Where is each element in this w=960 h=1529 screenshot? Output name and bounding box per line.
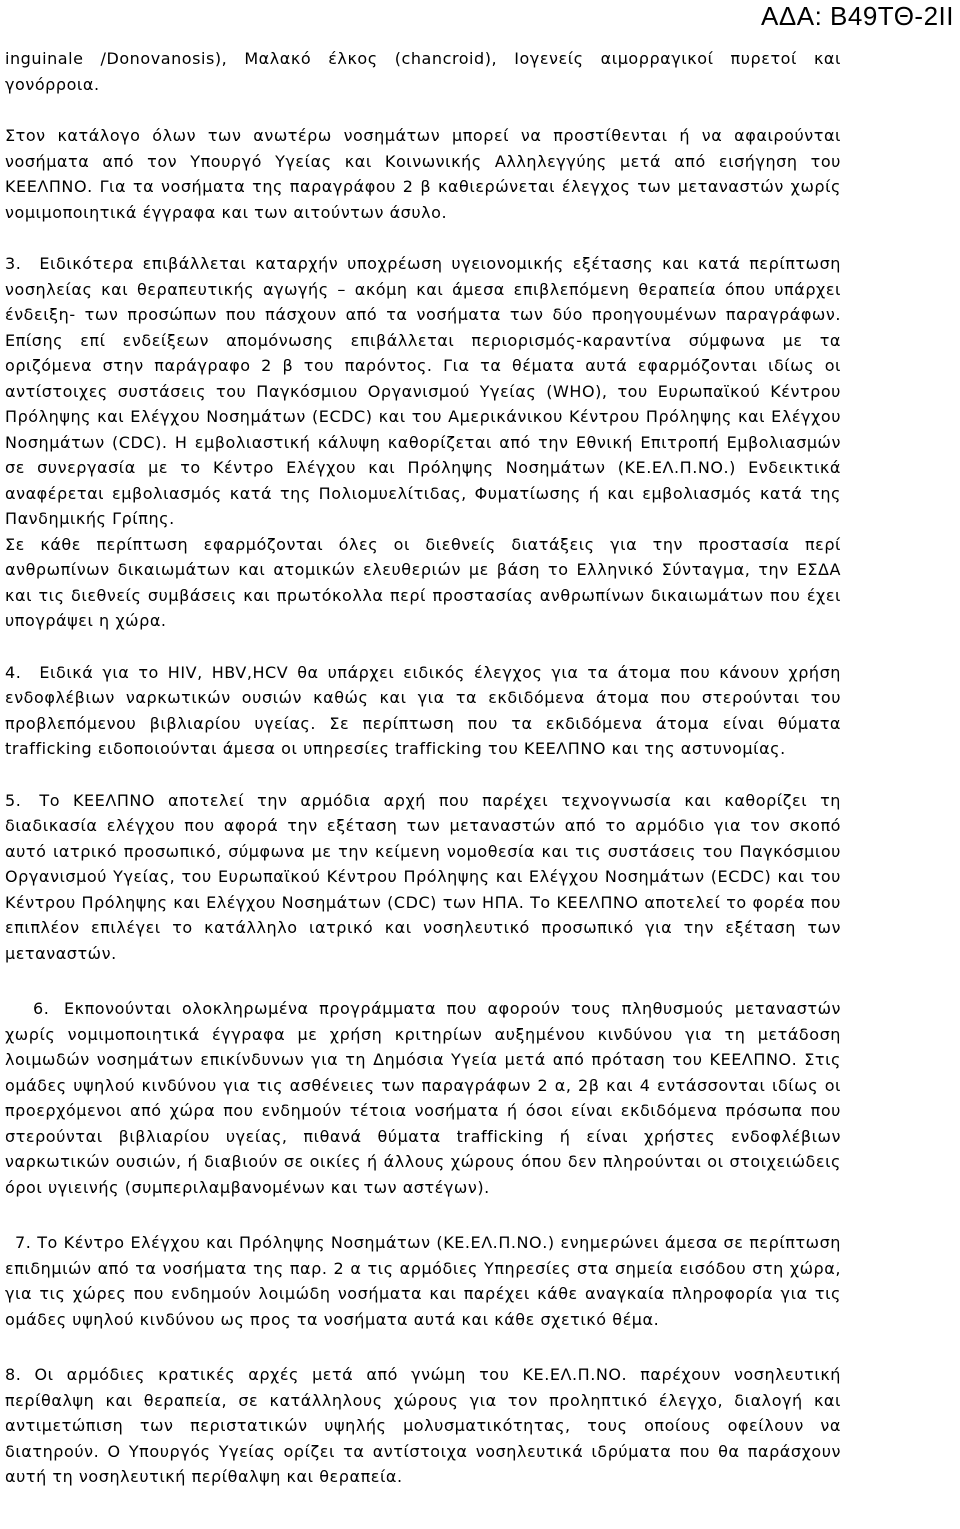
paragraph-3-rights: Σε κάθε περίπτωση εφαρμόζονται όλες οι διεθνείς διατάξεις για την προστασία περί ανθρωπίνων δικαιωμάτων και ατομικών ελευθεριών με βάση το Ελληνικό Σύνταγμα, την ΕΣΔΑ και τις διεθνείς συμβάσεις και πρωτόκολλα περί προστασίας ανθρωπίνων δικαιωμάτων που έχει υπογράψει η χώρα.: [5, 534, 841, 630]
paragraph-5-text: Το ΚΕΕΛΠΝΟ αποτελεί την αρμόδια αρχή που παρέχει τεχνογνωσία και καθορίζει τη διαδικασία ελέγχου που αφορά την εξέταση των μεταναστών από το αρμόδιο για τον σκοπό αυτό ιατρικό προσωπικό, σύμφωνα με την κείμενη νομοθεσία και τις συστάσεις του Παγκόσμιου Οργανισμού Υγείας, του Ευρωπαϊκού Κέντρου Πρόληψης και Ελέγχου Νοσημάτων (ECDC) και του Κέντρου Πρόληψης και Ελέγχου Νοσημάτων (CDC) των ΗΠΑ. Το ΚΕΕΛΠΝΟ αποτελεί το φορέα που επιπλέον επιλέγει το κατάλληλο ιατρικό και νοσηλευτικό προσωπικό για την εξέταση των μεταναστών.: [5, 790, 841, 963]
paragraph-7: [5, 1230, 841, 1332]
paragraph-6: [5, 996, 841, 1200]
paragraph-4-text: Ειδικά για το HIV, HBV,HCV θα υπάρχει ειδικός έλεγχος για τα άτομα που κάνουν χρήση ενδοφλέβιων ναρκωτικών ουσιών καθώς και για τα εκδιδόμενα άτομα που στερούνται του προβλεπόμενου βιβλιαρίου υγείας. Σε περίπτωση που τα εκδιδόμενα άτομα είναι θύματα trafficking ειδοποιούνται άμεσα οι υπηρεσίες trafficking του ΚΕΕΛΠΝΟ και της αστυνομίας.: [5, 662, 841, 758]
paragraph-3-text: Ειδικότερα επιβάλλεται καταρχήν υποχρέωση υγειονομικής εξέτασης και κατά περίπτωση νοσηλείας και θεραπευτικής αγωγής – ακόμη και άμεσα επιβλεπόμενη θεραπεία όπου υπάρχει ένδειξη- των προσώπων που πάσχουν από τα νοσήματα των δύο προηγουμένων παραγράφων. Επίσης επί ενδείξεων απομόνωσης επιβάλλεται περιορισμός-καραντίνα σύμφωνα με τα οριζόμενα στην παράγραφο 2 β του παρόντος. Για τα θέματα αυτά εφαρμόζονται ιδίως οι αντίστοιχες συστάσεις του Παγκόσμιου Οργανισμού Υγείας (WHO), του Ευρωπαϊκού Κέντρου Πρόληψης και Ελέγχου Νοσημάτων (ECDC) και του Αμερικάνικου Κέντρου Πρόληψης και Ελέγχου Νοσημάτων (CDC). Η εμβολιαστική κάλυψη καθορίζεται από την Εθνική Επιτροπή Εμβολιασμών σε συνεργασία με το Κέντρο Ελέγχου και Πρόληψης Νοσημάτων (ΚΕ.ΕΛ.Π.ΝΟ.) Ενδεικτικά αναφέρεται εμβολιασμός κατά της Πολιομυελίτιδας, Φυματίωσης ή και εμβολιασμός κατά της Πανδημικής Γρίπης.: [5, 254, 841, 528]
paragraph-7-text: 7. Το Κέντρο Ελέγχου και Πρόληψης Νοσημάτων (ΚΕ.ΕΛ.Π.ΝΟ.) ενημερώνει άμεσα σε περίπτωση επιδημιών από τα νοσήματα της παρ. 2 α τις αρμόδιες Υπηρεσίες στα σημεία εισόδου στη χώρα, για τις χώρες που ενδημούν λοιμώδη νοσήματα και παρέχει κάθε αναγκαία πληροφορία για τις ομάδες υψηλού κινδύνου ως προς τα νοσήματα αυτά και κάθε σχετικό θέμα.: [5, 1233, 841, 1329]
ada-header: ΑΔΑ: Β49ΤΘ-2ΙΙ: [761, 1, 954, 31]
paragraph-8: 8. Οι αρμόδιες κρατικές αρχές μετά από γνώμη του ΚΕ.ΕΛ.Π.ΝΟ. παρέχουν νοσηλευτική περίθαλψη και θεραπεία, σε κατάλληλους χώρους για τον προληπτικό έλεγχο, διαλογή και αντιμετώπιση των περιστατικών υψηλής μολυσματικότητας, τους οποίους οφείλουν να διατηρούν. Ο Υπουργός Υγείας ορίζει τα αντίστοιχα νοσηλευτικά ιδρύματα που θα παράσχουν αυτή τη νοσηλευτική περίθαλψη και θεραπεία.: [5, 1365, 841, 1486]
paragraph-3: [5, 251, 841, 532]
paragraph-4-number: 4.: [5, 662, 22, 682]
paragraph-5-number: 5.: [5, 790, 22, 810]
paragraph-6-text: Εκπονούνται ολοκληρωμένα προγράμματα που αφορούν τους πληθυσμούς μεταναστών χωρίς νομιμοποιητικά έγγραφα με χρήση κριτηρίων αυξημένου κινδύνου για τη μετάδοση λοιμωδών νοσημάτων επικίνδυνων για τη Δημόσια Υγεία μετά από πρόταση του ΚΕΕΛΠΝΟ. Στις ομάδες υψηλού κινδύνου για τις ασθένειες των παραγράφων 2 α, 2β και 4 εντάσσονται ιδίως οι προερχόμενοι από χώρα που ενδημούν τέτοια νοσήματα ή όσοι είναι εκδιδόμενα πρόσωπα που στερούνται βιβλιαρίου υγείας, πιθανά θύματα trafficking ή είναι χρήστες ενδοφλέβιων ναρκωτικών ουσιών, ή διαβιούν σε οικίες ή άλλους χώρους όπου δεν πληρούνται οι στοιχειώδεις όροι υγιεινής (συμπεριλαμβανομένων και των αστέγων).: [5, 999, 842, 1197]
paragraph-5: [5, 788, 841, 967]
paragraph-4: [5, 660, 841, 762]
paragraph-catalog: Στον κατάλογο όλων των ανωτέρω νοσημάτων μπορεί να προστίθενται ή να αφαιρούνται νοσήματα από τον Υπουργό Υγείας και Κοινωνικής Αλληλεγγύης μετά από εισήγηση του ΚΕΕΛΠΝΟ. Για τα νοσήματα της παραγράφου 2 β καθιερώνεται έλεγχος των μεταναστών χωρίς νομιμοποιητικά έγγραφα και των αιτούντων άσυλο.: [5, 126, 841, 222]
document-body: [5, 46, 841, 1490]
paragraph-6-number: 6.: [33, 999, 50, 1018]
paragraph-3-number: 3.: [5, 254, 22, 273]
paragraph-intro: inguinale /Donovanosis), Μαλακό έλκος (chancroid), Ιογενείς αιμορραγικοί πυρετοί και γονόρροια.: [5, 49, 841, 94]
